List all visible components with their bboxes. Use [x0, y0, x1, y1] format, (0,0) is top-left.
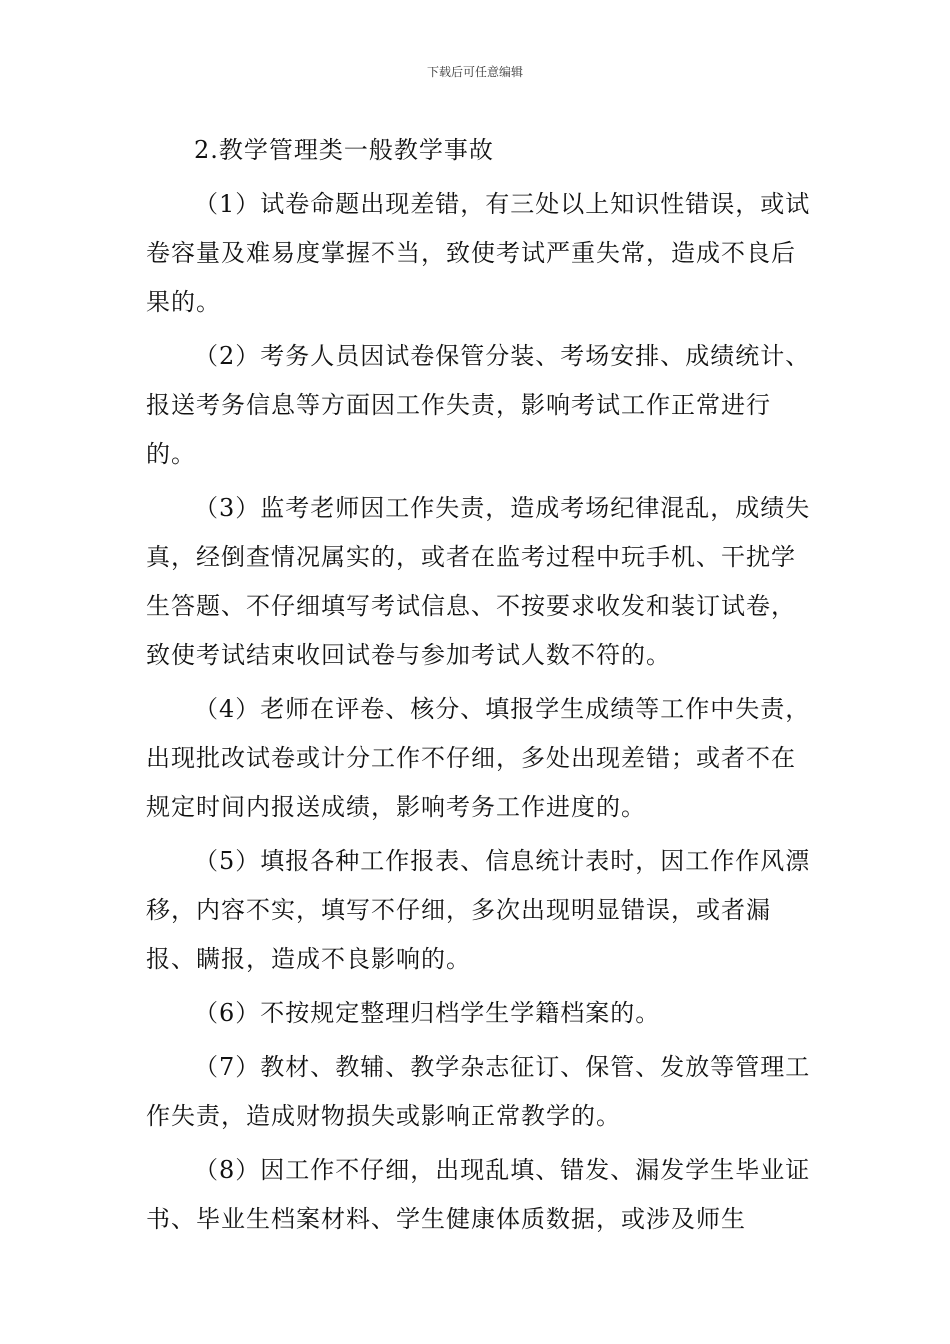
paragraph-3: （3）监考老师因工作失责，造成考场纪律混乱，成绩失真，经倒查情况属实的，或者在监考过程中玩手机、干扰学生答题、不仔细填写考试信息、不按要求收发和装订试卷，致使考试结束收回试卷与参加考试人数不符的。 [146, 494, 811, 669]
paragraph-1: （1）试卷命题出现差错，有三处以上知识性错误，或试卷容量及难易度掌握不当，致使考试严重失常，造成不良后果的。 [146, 190, 811, 316]
paragraph-2: （2）考务人员因试卷保管分装、考场安排、成绩统计、报送考务信息等方面因工作失责，影响考试工作正常进行的。 [146, 342, 811, 468]
paragraph-7: （7）教材、教辅、教学杂志征订、保管、发放等管理工作失责，造成财物损失或影响正常教学的。 [146, 1053, 811, 1130]
document-body [146, 126, 818, 1249]
paragraph-8: （8）因工作不仔细，出现乱填、错发、漏发学生毕业证书、毕业生档案材料、学生健康体质数据，或涉及师生 [146, 1156, 811, 1233]
section-heading: 2.教学管理类一般教学事故 [194, 136, 494, 164]
paragraph-5: （5）填报各种工作报表、信息统计表时，因工作作风漂移，内容不实，填写不仔细，多次出现明显错误，或者漏报、瞒报，造成不良影响的。 [146, 847, 811, 973]
paragraph-4: （4）老师在评卷、核分、填报学生成绩等工作中失责，出现批改试卷或计分工作不仔细，多处出现差错；或者不在规定时间内报送成绩，影响考务工作进度的。 [146, 695, 811, 821]
paragraph-6: （6）不按规定整理归档学生学籍档案的。 [194, 999, 661, 1027]
page-header: 下载后可任意编辑 [426, 65, 523, 79]
